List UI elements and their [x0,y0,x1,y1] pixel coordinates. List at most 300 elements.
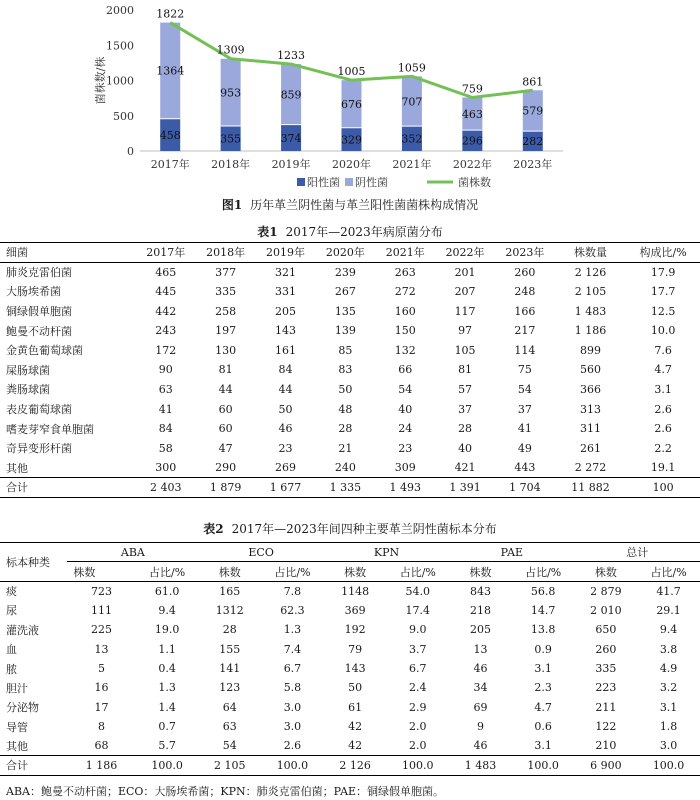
table-cell: 143 [344,662,366,676]
table-cell: 2.0 [409,720,427,734]
table-cell: 335 [215,284,237,298]
group-header: ABA [67,543,198,562]
table-cell: 61 [348,700,363,714]
table-cell: 205 [469,623,491,637]
table2-subheader-row [0,562,700,581]
table-row [0,678,700,697]
figure-caption-text: 历年革兰阴性菌与革兰阳性菌菌株构成情况 [250,198,479,212]
row-label: 灌洗液 [6,623,39,637]
table-cell: 48 [338,402,353,416]
table-cell: 239 [334,265,356,279]
table-row [0,478,700,498]
table-cell: 165 [219,584,241,598]
legend-label-total: 菌株数 [458,176,491,189]
table-cell: 62.3 [280,603,305,617]
negative-value-label: 1364 [156,64,185,78]
group-header: ECO [198,543,323,562]
table-cell: 269 [274,461,296,475]
table-cell: 21 [338,441,353,455]
y-axis-label: 菌株数/株 [94,56,107,105]
table-cell: 17.4 [405,603,431,617]
row-label: 粪肠球菌 [6,383,50,397]
table-cell: 40 [458,441,473,455]
table-cell: 23 [398,441,413,455]
total-value-label: 759 [461,82,483,96]
table-cell: 3.1 [654,382,672,396]
table-cell: 899 [580,343,602,357]
table-cell: 9.4 [158,603,176,617]
table-cell: 217 [514,324,536,338]
table-cell: 100.0 [402,758,434,772]
column-header: 构成比/% [639,246,687,260]
group-header: KPN [324,543,449,562]
positive-value-label: 329 [341,133,362,147]
table-cell: 161 [274,343,296,357]
table-cell: 63 [158,382,173,396]
table-cell: 34 [473,681,488,695]
table-cell: 172 [155,343,177,357]
table-cell: 37 [517,402,532,416]
table-cell: 166 [514,304,536,318]
row-label: 金黄色葡萄球菌 [6,344,83,358]
table-cell: 267 [334,284,356,298]
column-header: 株数 [594,565,617,579]
table-cell: 44 [278,382,293,396]
table1-caption [0,223,700,240]
table-row [0,321,700,341]
table-cell: 69 [473,700,488,714]
table-cell: 260 [595,642,617,656]
table-cell: 9.0 [409,623,427,637]
pathogen-distribution-table [0,242,700,498]
table-cell: 60 [218,402,233,416]
column-header: 占比/% [149,565,186,579]
table-cell: 41 [158,402,173,416]
table-cell: 16 [94,681,109,695]
table-cell: 84 [278,363,293,377]
table-cell: 723 [91,584,113,598]
table-cell: 13.8 [530,623,556,637]
table-cell: 42 [348,720,363,734]
positive-value-label: 296 [461,134,483,148]
table-cell: 445 [155,284,177,298]
x-tick-label: 2020年 [332,158,371,171]
table-cell: 84 [158,422,173,436]
positive-value-label: 282 [522,135,544,149]
table-row [0,380,700,400]
table-cell: 1 483 [574,304,607,318]
column-header: 2017年 [146,246,186,260]
table-cell: 290 [215,461,237,475]
total-value-label: 861 [522,75,544,89]
table-row [0,581,700,600]
table-cell: 54 [517,382,532,396]
row-label: 表皮葡萄球菌 [6,403,72,417]
table-cell: 28 [458,422,473,436]
table-row [0,360,700,380]
table2-caption-text: 2017年—2023年间四种主要革兰阴性菌标本分布 [231,522,497,536]
table-cell: 105 [454,343,476,357]
table-cell: 258 [215,304,237,318]
table-cell: 7.4 [283,642,302,656]
table-cell: 2.6 [654,402,672,416]
y-tick-label: 2000 [106,4,134,17]
row-label: 其他 [6,739,28,753]
x-tick-label: 2022年 [452,158,492,171]
table-cell: 1.1 [158,642,176,656]
table-cell: 1 335 [329,480,362,494]
table-cell: 56.8 [530,584,556,598]
table-cell: 17.9 [650,265,676,279]
table-cell: 243 [155,324,177,338]
table-cell: 192 [344,623,366,637]
table-cell: 13 [94,642,109,656]
table-cell: 4.7 [534,700,552,714]
table-cell: 10.0 [650,324,676,338]
row-label: 合计 [6,759,28,773]
table-cell: 223 [595,681,617,695]
table-cell: 210 [595,739,617,753]
table-cell: 2 010 [590,603,622,617]
table-cell: 54 [398,382,413,396]
positive-value-label: 355 [220,132,242,146]
table-cell: 66 [398,363,413,377]
table-cell: 8 [98,720,106,734]
table-cell: 4.9 [659,662,678,676]
negative-value-label: 707 [401,95,423,109]
table-cell: 64 [222,700,237,714]
table-cell: 61.0 [154,584,180,598]
row-label: 肺炎克雷伯菌 [6,266,72,280]
table-cell: 2 105 [214,758,246,772]
positive-value-label: 352 [401,132,423,146]
table-cell: 47 [218,441,233,455]
total-value-label: 1005 [337,65,366,79]
row-label: 导管 [6,720,28,734]
row-label: 脓 [6,662,17,676]
table-cell: 50 [278,402,293,416]
table-row [0,736,700,755]
table-cell: 442 [155,304,177,318]
table-cell: 211 [595,700,617,714]
table-cell: 218 [469,603,491,617]
table-cell: 85 [338,343,353,357]
table-cell: 41 [517,422,532,436]
table2-footnote: ABA：鲍曼不动杆菌；ECO：大肠埃希菌；KPN：肺炎克雷伯菌；PAE：铜绿假单胞菌。 [6,785,445,798]
legend-swatch-positive [297,178,305,186]
table-cell: 313 [580,402,602,416]
column-header: 2019年 [265,246,305,260]
table-cell: 1 879 [209,480,242,494]
total-value-label: 1233 [277,49,306,63]
table-row [0,340,700,360]
table-cell: 1.4 [158,700,176,714]
table-cell: 369 [344,603,366,617]
table-row [0,419,700,439]
row-label: 鲍曼不动杆菌 [6,324,72,338]
table-cell: 1.3 [283,623,302,637]
bar-line-chart [0,0,700,215]
column-header: 2022年 [445,246,485,260]
row-label: 胆汁 [6,681,28,695]
table-cell: 263 [394,265,416,279]
table-cell: 57 [458,382,473,396]
x-tick-label: 2023年 [513,158,553,171]
column-header: 细菌 [6,246,28,260]
table-cell: 3.1 [534,739,552,753]
row-label: 尿 [6,604,17,618]
table-cell: 300 [155,461,177,475]
table-cell: 311 [580,422,602,436]
table-cell: 1 186 [574,324,607,338]
table-cell: 272 [394,284,416,298]
table-cell: 132 [394,343,416,357]
table-cell: 50 [348,681,363,695]
group-header: 总计 [575,543,700,562]
row-label: 分泌物 [6,701,39,715]
table-cell: 443 [514,461,536,475]
total-value-label: 1822 [156,7,185,21]
table-cell: 335 [595,662,617,676]
column-header: 株数 [73,565,96,579]
table-cell: 1148 [341,584,370,598]
y-tick-label: 500 [113,109,134,123]
legend-swatch-negative [345,178,353,186]
table-cell: 160 [394,304,416,318]
table-cell: 54.0 [405,584,431,598]
table2-caption [0,520,700,537]
column-header: 2020年 [325,246,365,260]
table-cell: 421 [454,461,476,475]
table-cell: 465 [155,265,177,279]
table-cell: 41.7 [656,584,681,598]
table-cell: 3.8 [659,642,678,656]
total-value-label: 1059 [397,61,426,75]
table-row [0,301,700,321]
table-cell: 117 [454,304,476,318]
table-cell: 0.6 [534,720,552,734]
row-label: 奇异变形杆菌 [6,442,72,456]
row-label: 其他 [6,461,28,475]
table-cell: 5.8 [283,681,302,695]
table-cell: 240 [334,461,356,475]
table-row [0,399,700,419]
table-cell: 2 126 [339,758,371,772]
table-cell: 1 493 [389,480,421,494]
table-cell: 2 105 [574,284,607,298]
column-header: 2018年 [206,246,246,260]
table-cell: 42 [348,739,363,753]
table-cell: 2.6 [654,422,672,436]
table-cell: 7.8 [283,584,302,598]
table-cell: 3.2 [659,681,678,695]
table-cell: 2 879 [590,584,622,598]
table-cell: 97 [458,324,473,338]
table-cell: 81 [218,363,233,377]
table-cell: 28 [338,422,353,436]
positive-value-label: 374 [280,131,302,145]
table-cell: 28 [222,623,237,637]
table-cell: 3.1 [659,700,678,714]
table-cell: 560 [580,363,602,377]
table-row [0,620,700,639]
table-cell: 1 677 [269,480,302,494]
specimen-distribution-table [0,542,700,776]
y-tick-label: 0 [127,145,134,158]
table-cell: 24 [398,422,413,436]
table-cell: 3.0 [283,700,302,714]
table-cell: 135 [334,304,356,318]
table-cell: 155 [219,642,241,656]
row-label: 大肠埃希菌 [6,285,61,299]
table-row [0,639,700,658]
table-cell: 248 [514,284,536,298]
table-row [0,601,700,620]
table-cell: 2.0 [409,739,427,753]
table-cell: 4.7 [654,363,672,377]
table-cell: 46 [278,422,293,436]
table1-caption-text: 2017年—2023年病原菌分布 [285,225,443,239]
column-header: 株数 [218,565,241,579]
column-header: 占比/% [274,565,311,579]
table-cell: 260 [514,265,536,279]
table-cell: 201 [454,265,476,279]
row-label: 合计 [6,481,28,495]
table-row [0,262,700,282]
table-row [0,282,700,302]
group-header: PAE [449,543,574,562]
table-cell: 19.1 [650,461,676,475]
table-cell: 1.8 [659,720,678,734]
negative-value-label: 859 [280,88,302,102]
table-cell: 60 [218,422,233,436]
table-cell: 377 [215,265,237,279]
y-tick-label: 1500 [106,39,134,53]
table-cell: 331 [274,284,296,298]
table-cell: 44 [218,382,233,396]
table-row [0,659,700,678]
table-cell: 3.0 [283,720,302,734]
negative-value-label: 579 [522,104,544,118]
table-cell: 46 [473,662,488,676]
table-cell: 9 [476,720,484,734]
table-cell: 0.9 [534,642,552,656]
table-cell: 14.7 [530,603,556,617]
table-cell: 261 [580,441,602,455]
table-cell: 130 [215,343,237,357]
table-cell: 9.4 [659,623,678,637]
table-cell: 114 [514,343,536,357]
column-header: 占比/% [399,565,436,579]
table-cell: 2.2 [654,441,672,455]
table-cell: 100.0 [527,758,559,772]
table-cell: 205 [274,304,296,318]
row-label: 嗜麦芽窄食单胞菌 [6,422,94,436]
row-label: 痰 [6,585,17,599]
table-cell: 90 [158,363,173,377]
legend-label-positive: 阳性菌 [307,176,340,189]
table-cell: 111 [91,603,113,617]
total-value-label: 1309 [216,43,245,57]
table-cell: 58 [158,441,173,455]
table-cell: 46 [473,739,488,753]
table-row [0,438,700,458]
table-cell: 843 [469,584,491,598]
column-header: 株数量 [574,246,608,260]
table-cell: 150 [394,324,416,338]
table-cell: 54 [222,739,237,753]
table-cell: 123 [219,681,241,695]
table-cell: 139 [334,324,356,338]
row-label: 屎肠球菌 [6,363,50,377]
table-cell: 63 [222,720,237,734]
table-cell: 79 [348,642,363,656]
table-cell: 1.3 [158,681,176,695]
table-cell: 37 [458,402,473,416]
x-tick-label: 2018年 [211,158,251,171]
table-cell: 19.0 [154,623,180,637]
table-cell: 6.7 [283,662,302,676]
table-cell: 197 [215,324,237,338]
x-tick-label: 2017年 [150,158,190,171]
negative-value-label: 463 [461,107,483,121]
table-cell: 2.4 [409,681,427,695]
table-cell: 1312 [215,603,244,617]
table-cell: 83 [338,363,353,377]
table-cell: 7.6 [654,343,672,357]
table-row [0,756,700,775]
table-cell: 143 [274,324,296,338]
column-header: 2021年 [385,246,425,260]
figure-label: 图1 [221,198,243,212]
column-header: 占比/% [650,565,687,579]
table-row [0,458,700,478]
table-cell: 49 [517,441,532,455]
column-header: 占比/% [525,565,562,579]
table-cell: 12.5 [650,304,676,318]
table-cell: 50 [338,382,353,396]
table-cell: 321 [274,265,296,279]
table-cell: 23 [278,441,293,455]
table-cell: 100.0 [151,758,183,772]
negative-value-label: 953 [220,86,242,100]
table-cell: 81 [458,363,473,377]
table-cell: 100 [652,480,674,494]
table-cell: 100.0 [276,758,309,772]
negative-value-label: 676 [341,97,362,111]
table-cell: 1 391 [449,480,481,494]
table-cell: 3.1 [534,662,552,676]
table-cell: 40 [398,402,413,416]
table-cell: 309 [394,461,416,475]
table-cell: 0.4 [158,662,176,676]
table-cell: 2.3 [534,681,552,695]
table-cell: 5.7 [158,739,176,753]
table-cell: 1 483 [464,758,497,772]
table-cell: 3.0 [659,739,678,753]
column-header: 标本种类 [0,543,67,582]
table-cell: 5 [98,662,106,676]
column-header: 株数 [469,565,492,579]
row-label: 铜绿假单胞菌 [6,305,72,319]
table-cell: 2 272 [574,461,607,475]
table-cell: 75 [517,363,532,377]
table-cell: 68 [94,739,109,753]
positive-value-label: 458 [159,128,181,142]
table-cell: 207 [454,284,476,298]
table-cell: 17.7 [650,284,676,298]
table-cell: 11 882 [571,480,610,494]
